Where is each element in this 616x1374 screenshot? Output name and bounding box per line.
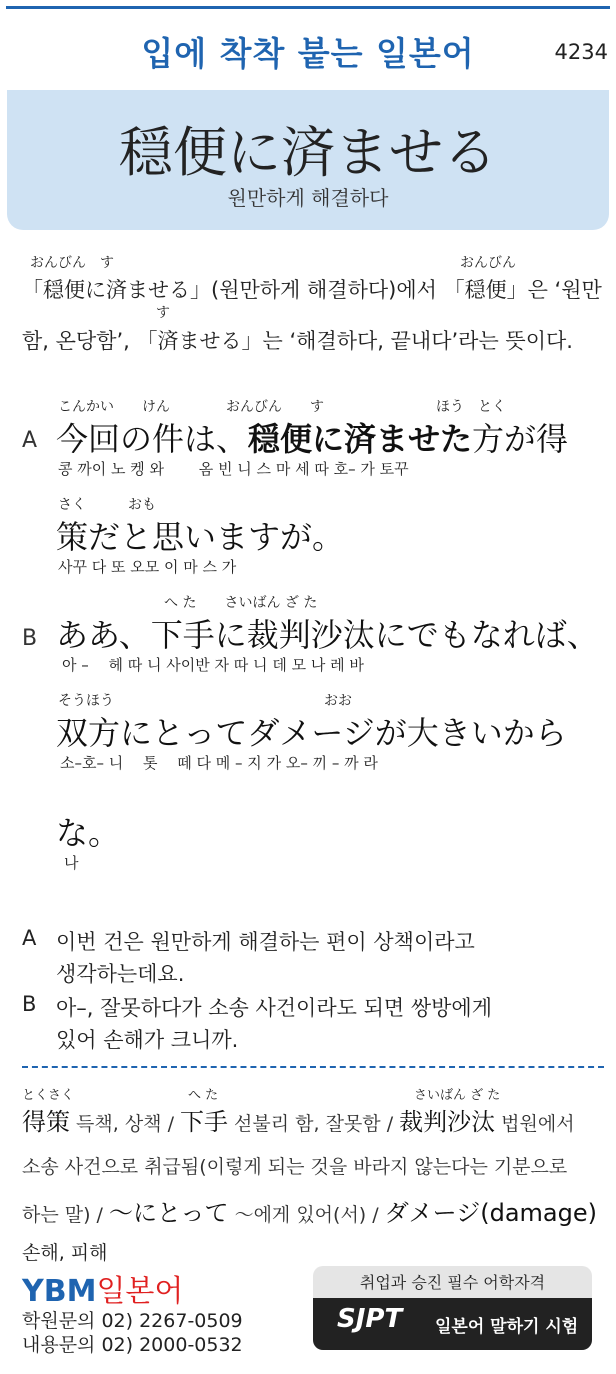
ruby: そうほう おお	[58, 693, 352, 709]
translation-b-label: B	[22, 992, 37, 1016]
top-rule	[6, 6, 610, 9]
phrase-title: 穏便に済ませる	[119, 121, 497, 184]
translation-a-label: A	[22, 926, 37, 950]
sjpt-logo: SJPT	[337, 1304, 403, 1334]
series-title: 입에 착착 붙는 일본어	[141, 34, 475, 73]
translation-b-line-2: 있어 손해가 크니까.	[56, 1028, 239, 1052]
ruby: こんかい けん おんびん す ほう とく	[58, 399, 506, 415]
brand-logo: YBM일본어	[22, 1274, 184, 1309]
sjpt-description: 일본어 말하기 시험	[435, 1317, 579, 1337]
pronunciation: 사꾸 다 또 오모 이 마 스 가	[58, 558, 237, 576]
speaker-a-label: A	[22, 428, 38, 453]
dialogue-b-line-3: な。	[56, 814, 121, 852]
ruby: す	[100, 255, 114, 271]
translation-b-line-1: 아–, 잘못하다가 소송 사건이라도 되면 쌍방에게	[56, 996, 492, 1020]
contact-academy: 학원문의 02) 2267-0509	[22, 1310, 243, 1332]
ruby: さいばん ざ た	[414, 1088, 501, 1103]
dialogue-b-line-1: ああ、下手に裁判沙汰にでもなれば、	[56, 616, 599, 654]
ruby: おんびん	[30, 255, 86, 271]
pronunciation: 콩 까이 노 켕 와 옴 빈 니 스 마 세 따 호– 가 토꾸	[58, 460, 409, 478]
ruby: へ た	[188, 1088, 219, 1103]
dialogue-b-line-2: 双方にとってダメージが大きいから	[56, 714, 567, 752]
vocab-line-2: 소송 사건으로 취급됨(이렇게 되는 것을 바라지 않는다는 기분으로	[22, 1156, 568, 1178]
pronunciation: 나	[64, 854, 79, 872]
ruby: す	[156, 305, 170, 321]
translation-a-line-2: 생각하는데요.	[56, 962, 185, 986]
ruby: さく おも	[58, 497, 156, 513]
ruby: とくさく	[22, 1088, 75, 1103]
sjpt-caption: 취업과 승진 필수 어학자격	[359, 1273, 546, 1292]
contact-content: 내용문의 02) 2000-0532	[22, 1334, 243, 1356]
explanation-line-2: 함, 온당함’, 「済ませる」는 ‘해결하다, 끝내다’라는 뜻이다.	[22, 329, 573, 353]
issue-number: 4234	[554, 40, 608, 64]
ruby: へ た さいばん ざ た	[164, 595, 318, 611]
pronunciation: 아 – 헤 따 니 사이반 자 따 니 데 모 나 레 바	[62, 656, 364, 674]
dialogue-a-line-1: 今回の件は、穏便に済ませた方が得	[56, 420, 569, 458]
translation-a-line-1: 이번 건은 원만하게 해결하는 편이 상책이라고	[56, 930, 475, 954]
ruby: おんびん	[460, 255, 516, 271]
speaker-b-label: B	[22, 626, 38, 651]
phrase-meaning: 원만하게 해결하다	[227, 186, 389, 210]
explanation-line-1: 「穏便に済ませる」(원만하게 해결하다)에서 「穏便」은 ‘원만	[22, 278, 602, 302]
vocab-line-1: 得策 득책, 상책 / 下手 섣불리 함, 잘못함 / 裁判沙汰 법원에서	[22, 1108, 575, 1136]
pronunciation: 소–호– 니 톳 떼 다 메 – 지 가 오– 끼 – 까 라	[60, 754, 378, 772]
divider	[22, 1066, 604, 1068]
dialogue-a-line-2: 策だと思いますが。	[56, 518, 345, 556]
vocab-line-4: 손해, 피해	[22, 1242, 108, 1264]
sjpt-ad	[313, 1266, 592, 1350]
vocab-line-3: 하는 말) / 〜にとって 〜에게 있어(서) / ダメージ(damage)	[22, 1199, 597, 1227]
